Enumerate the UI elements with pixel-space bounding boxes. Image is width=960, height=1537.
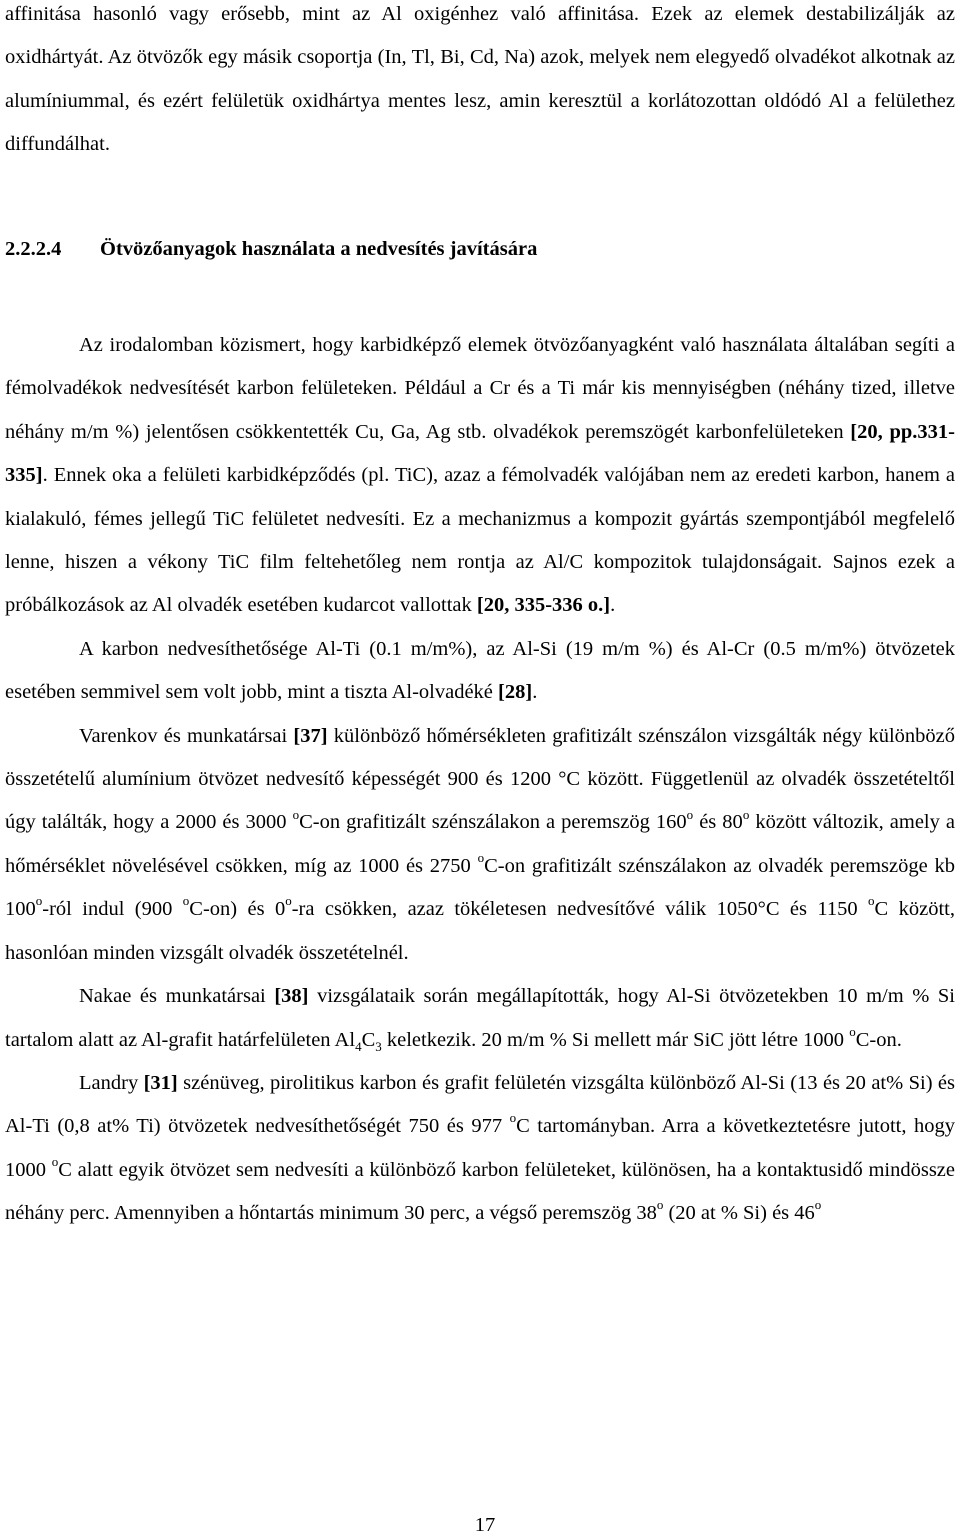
paragraph-3 [5,715,955,975]
subscript-4: 4 [355,1038,362,1054]
degree-sup: o [51,1153,59,1169]
degree-sup: o [742,806,750,822]
reference-20-335: [20, 335-336 o.] [476,594,611,617]
degree-sup: o [285,893,292,909]
intro-text: affinitása hasonló vagy erősebb, mint az Al oxigénhez való affinitása. Ezek az elemek destabilizálják az oxidhártyát. Az ötvözők egy másik csoportja (In, Tl, Bi, Cd, Na) azok, melyek nem elegyedő olvadékot alkotnak az alumíniummal, és ezért felületük oxidhártya mentes lesz, amin keresztül a korlátozottan oldódó Al a felülethez diffundálhat. [5,3,955,156]
p4-text-d: keletkezik. 20 m/m % Si mellett már SiC jött létre 1000 [381,1028,850,1051]
p3-text-c: C-on grafitizált szénszálakon a peremszög 160 [299,811,687,834]
p3-text-h: C-on) és 0 [189,898,286,921]
p5-text-a: Landry [79,1071,144,1094]
degree-sup: o [477,850,485,866]
degree-sup: o [686,806,694,822]
degree-sup: o [849,1023,856,1039]
section-body [5,324,955,1236]
degree-sup: o [656,1197,664,1213]
p5-text-c: C tartományban. Arra a következtetésre jutott, hogy 1000 [5,1115,955,1181]
degree-sup: o [35,893,43,909]
degree-sup: o [814,1197,822,1213]
section-title: Ötvözőanyagok használata a nedvesítés javítására [100,238,538,260]
section-heading [5,238,537,261]
reference-38: [38] [274,985,309,1008]
p2-text-a: A karbon nedvesíthetősége Al-Ti (0.1 m/m%), az Al-Si (19 m/m %) és Al-Cr (0.5 m/m%) ötvözetek esetében semmivel sem volt jobb, mint a tiszta Al-olvadéké [5,637,955,704]
p4-text-a: Nakae és munkatársai [79,985,275,1008]
p1-text-b: . Ennek oka a felületi karbidképződés (pl. TiC), azaz a fémolvadék valójában nem az eredeti karbon, hanem a kialakuló, fémes jellegű TiC felületet nedvesíti. Ez a mechanizmus a kompozit gyártás szempontjából megfelelő lenne, hiszen a vékony TiC film feltehetőleg nem rontja az Al/C kompozitok tulajdonságait. Sajnos ezek a próbálkozások az Al olvadék esetében kudarcot vallottak [5,464,955,617]
section-number: 2.2.2.4 [5,238,62,260]
p3-text-f: C-on grafitizált szénszálakon az olvadék peremszöge kb 100 [5,854,956,921]
p5-text-d: C alatt egyik ötvözet sem nedvesíti a különböző karbon felületeket, különösen, ha a kontaktusidő mindössze néhány perc. Amennyiben a hőntartás minimum 30 perc, a végső peremszög 38 [5,1158,955,1225]
p3-text-d: és 80 [693,811,743,834]
paragraph-4 [5,975,955,1062]
document-page [5,0,956,1536]
reference-37: [37] [293,724,328,747]
p3-text-a: Varenkov és munkatársai [79,724,294,747]
p3-text-b: különböző hőmérsékleten grafitizált szénszálon vizsgálták négy különböző összetételű alumínium ötvözet nedvesítő képességét 900 és 1200 °C között. Függetlenül az olvadék összetételtől úgy találták, hogy a 2000 és 3000 [5,724,956,834]
degree-sup: o [868,893,875,909]
degree-sup: o [509,1110,517,1126]
degree-sup: o [292,806,300,822]
p2-text-b: . [532,681,538,704]
p3-text-e: között változik, amely a hőmérséklet növelésével csökken, míg az 1000 és 2750 [5,811,956,877]
p4-text-b: vizsgálataik során megállapították, hogy Al-Si ötvözetekben 10 m/m % Si tartalom alatt az Al-grafit határfelületen Al [5,985,955,1051]
paragraph-2 [5,628,955,715]
p4-text-c: C [361,1028,376,1051]
subscript-3: 3 [375,1038,382,1054]
p1-text-a: Az irodalomban közismert, hogy karbidképző elemek ötvözőanyagként való használata általában segíti a fémolvadékok nedvesítését karbon felületeken. Például a Cr és a Ti már kis mennyiségben (néhány tized, illetve néhány m/m %) jelentősen csökkentették Cu, Ga, Ag stb. olvadékok peremszögét karbonfelületeken [5,334,955,443]
reference-20-331: [20, pp.331-335] [5,420,955,487]
page-number: 17 [474,1514,496,1536]
reference-31: [31] [143,1071,178,1094]
p3-text-i: -ra csökken, azaz tökéletesen nedvesítővé válik 1050°C és 1150 [291,898,869,921]
degree-sup: o [182,893,190,909]
paragraph-5 [5,1062,955,1236]
p3-text-g: -ról indul (900 [42,898,183,921]
paragraph-1 [5,324,955,628]
p5-text-b: szénüveg, pirolitikus karbon és grafit felületén vizsgálta különböző Al-Si (13 és 20 at% Si) és Al-Ti (0,8 at% Ti) ötvözetek nedvesíthetőségét 750 és 977 [5,1071,956,1138]
reference-28: [28] [498,681,533,704]
p3-text-j: C között, hasonlóan minden vizsgált olvadék összetételnél. [5,898,955,964]
p1-text-c: . [610,594,616,617]
intro-paragraph [5,0,955,167]
p5-text-e: (20 at % Si) és 46 [663,1202,815,1225]
p4-text-e: C-on. [855,1028,902,1051]
